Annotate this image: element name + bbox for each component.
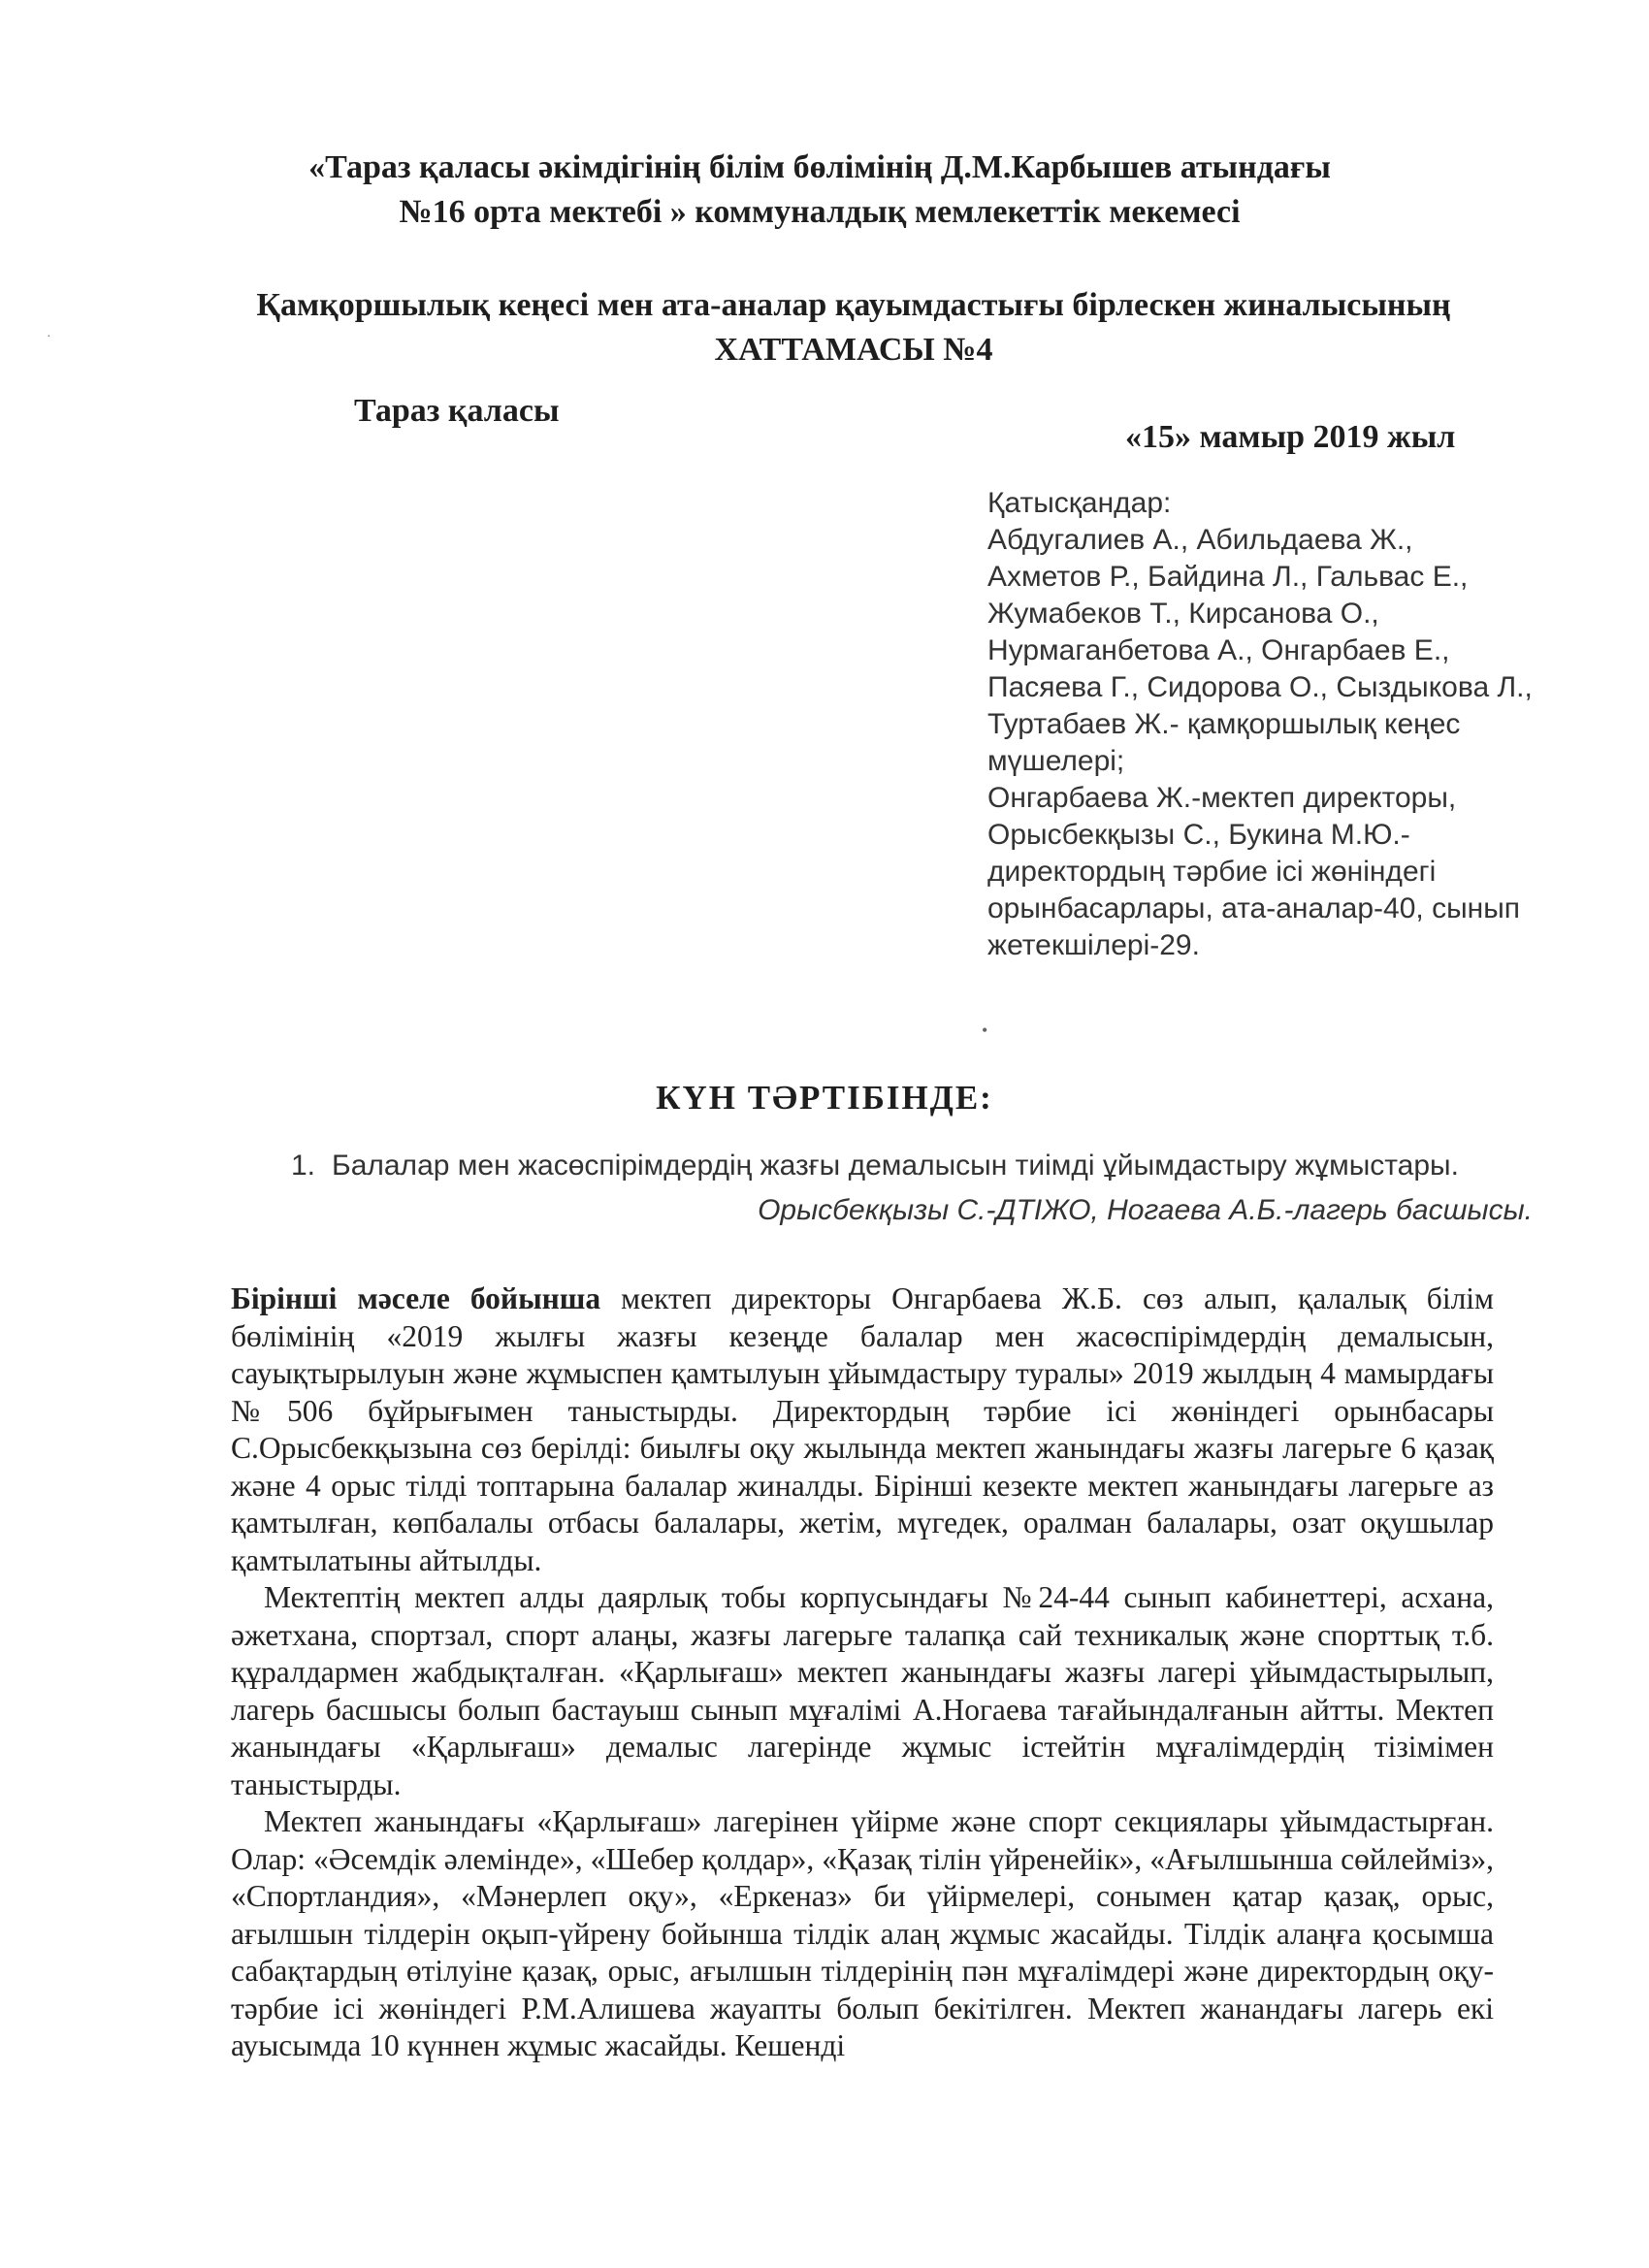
participants-line: орынбасарлары, ата-аналар-40, сынып: [987, 892, 1521, 924]
first-issue-text: мектеп директоры Онгарбаева Ж.Б. сөз алып, қалалық білім бөлімінің «2019 жылғы жазғы кезеңде балалар мен жасөспірімдердің демалысын, сауықтырылуын және жұмыспен қамтылуын ұйымдастыру туралы» 2019 жылдың 4 мамырдағы №506 бұйрығымен таныстырды. Директордың тәрбие ісі жөніндегі орынбасары С.Орысбекқызына сөз берілді: биылғы оқу жылында мектеп жанындағы жазғы лагерьге 6 қазақ және 4 орыс тілді топтарына балалар жиналды. Бірінші кезекте мектеп жанындағы лагерьге аз қамтылған, көпбалалы отбасы балалары, жетім, мүгедек, оралман балалары, озат оқушылар қамтылатыны айтылды.: [231, 1281, 1494, 1577]
protocol-title: [223, 283, 1484, 373]
participants-line: Абдугалиев А., Абильдаева Ж.,: [987, 524, 1413, 556]
agenda-item: [291, 1147, 1552, 1185]
participants-line: Пасяева Г., Сидорова О., Сыздыкова Л.,: [987, 671, 1533, 703]
participants-line: Нурмаганбетова А., Онгарбаев Е.,: [987, 634, 1450, 666]
participants-line: директордың тәрбие ісі жөніндегі: [987, 856, 1437, 888]
agenda-title: КҮН ТӘРТІБІНДЕ:: [656, 1079, 993, 1117]
body-paragraph-2: Мектептің мектеп алды даярлық тобы корпусындағы №24-44 сынып кабинеттері, асхана, әжетхана, спортзал, спорт алаңы, жазғы лагерьге талапқа сай техникалық және спорттық т.б. құралдармен жабдықталған. «Қарлығаш» мектеп жанындағы жазғы лагері ұйымдастырылып, лагерь басшысы болып бастауыш сынып мұғалімі А.Ногаева тағайындалғанын айтты. Мектеп жанындағы «Қарлығаш» демалыс лагерінде жұмыс істейтін мұғалімдердің тізімімен таныстырды.: [231, 1580, 1494, 1801]
protocol-body: [231, 1280, 1494, 2065]
participants-line: Онгарбаева Ж.-мектеп директоры,: [987, 782, 1457, 814]
organization-line-2: №16 орта мектебі » коммуналдық мемлекеттік мекемесі: [399, 194, 1241, 230]
protocol-title-line-2: ХАТТАМАСЫ №4: [714, 332, 993, 368]
meeting-place: Тараз қаласы: [354, 393, 560, 429]
participants-line: Туртабаев Ж.- қамқоршылық кеңес: [987, 708, 1461, 740]
agenda-item-text: Балалар мен жасөспірімдердің жазғы демалысын тиімді ұйымдастыру жұмыстары.: [332, 1150, 1459, 1182]
organization-header: [223, 146, 1416, 235]
participants-line: Жумабеков Т., Кирсанова О.,: [987, 598, 1379, 630]
agenda-item-responsible: Орысбекқызы С.-ДТІЖО, Ногаева А.Б.-лагерь басшысы.: [758, 1194, 1533, 1226]
body-paragraph-1: [231, 1280, 1494, 1579]
participants-line: Қатысқандар:: [987, 487, 1172, 519]
meeting-date: «15» мамыр 2019 жыл: [1125, 419, 1456, 455]
scan-speck: ·: [47, 330, 51, 344]
participants-line: мүшелері;: [987, 745, 1125, 777]
first-issue-lead: Бірінші мәселе бойынша: [231, 1281, 601, 1315]
scan-speck: •: [982, 1021, 988, 1040]
agenda-item-number: 1.: [291, 1150, 316, 1182]
participants-line: Ахметов Р., Байдина Л., Гальвас Е.,: [987, 561, 1469, 593]
body-paragraph-3: Мектеп жанындағы «Қарлығаш» лагерінен үйірме және спорт секциялары ұйымдастырған. Олар: «Әсемдік әлемінде», «Шебер қолдар», «Қазақ тілін үйренейік», «Ағылшынша сөйлейміз», «Спортландия», «Мәнерлеп оқу», «Еркеназ» би үйірмелері, сонымен қатар қазақ, орыс, ағылшын тілдерін оқып-үйрену бойынша тілдік алаң жұмыс жасайды. Тілдік алаңға қосымша сабақтардың өтілуіне қазақ, орыс, ағылшын тілдерінің пән мұғалімдері және директордың оқу-тәрбие ісі жөніндегі Р.М.Алишева жауапты болып бекітілген. Мектеп жанандағы лагерь екі ауысымда 10 күннен жұмыс жасайды. Кешенді: [231, 1804, 1494, 2062]
participants-line: Орысбекқызы С., Букина М.Ю.-: [987, 819, 1410, 851]
participants-list: [987, 485, 1589, 964]
organization-line-1: «Тараз қаласы әкімдігінің білім бөлімінің Д.М.Карбышев атындағы: [308, 149, 1331, 185]
protocol-title-line-1: Қамқоршылық кеңесі мен ата-аналар қауымдастығы бірлескен жиналысының: [256, 287, 1451, 323]
participants-line: жетекшілері-29.: [987, 929, 1200, 961]
